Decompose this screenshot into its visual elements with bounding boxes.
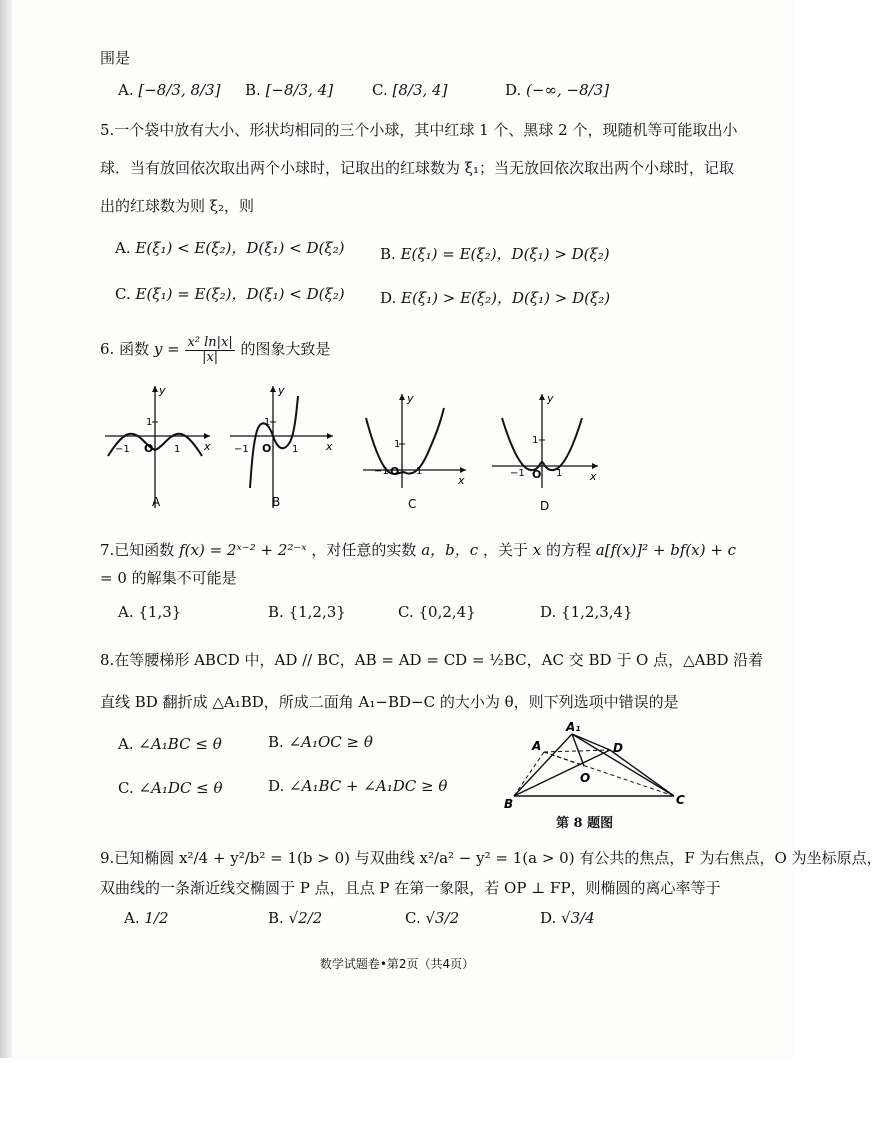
- q8-label-b: B: [504, 797, 514, 811]
- q8-line-1: 8.在等腰梯形 ABCD 中，AD // BC，AB = AD = CD = ½BC，AC 交 BD 于 O 点，△ABD 沿着: [100, 651, 764, 669]
- q8-label-a1: A₁: [566, 720, 581, 734]
- q8-label-o: O: [580, 771, 591, 785]
- page-footer: 数学试题卷•第2页（共4页）: [319, 957, 475, 971]
- q9-line-1: 9.已知椭圆 x²/4 + y²/b² = 1(b > 0) 与双曲线 x²/a² − y² = 1(a > 0) 有公共的焦点，F 为右焦点，O 为坐标原点，: [100, 849, 882, 867]
- q8-label-c: C: [676, 793, 685, 807]
- q5-option-a-text: E(ξ₁) < E(ξ₂)，D(ξ₁) < D(ξ₂): [135, 239, 345, 257]
- q9-option-d-letter: D.: [540, 909, 557, 927]
- q5-option-d: [380, 288, 610, 308]
- q5-option-c-text: E(ξ₁) = E(ξ₂)，D(ξ₁) < D(ξ₂): [135, 285, 345, 303]
- q5-option-d-text: E(ξ₁) > E(ξ₂)，D(ξ₁) > D(ξ₂): [401, 289, 611, 307]
- q6-graph-c-origin: O: [390, 465, 400, 478]
- q4-option-a-text: [−8/3, 8/3]: [138, 81, 221, 99]
- q6-graph-c-x-arrow: [460, 467, 466, 473]
- q7-option-d-letter: D.: [540, 603, 557, 621]
- q8-label-a: A: [532, 739, 542, 753]
- q6-graph-c-y-arrow: [399, 394, 405, 400]
- q6-graph-d-y-arrow: [539, 394, 545, 400]
- q4-option-a-letter: A.: [118, 81, 134, 99]
- q6-graph-a-origin: O: [144, 442, 154, 455]
- q6-graph-a-y-label: y: [159, 384, 166, 397]
- q6-graph-b-neg-one: −1: [234, 444, 249, 455]
- q5-line-1: 5.一个袋中放有大小、形状均相同的三个小球，其中红球 1 个、黑球 2 个，现随机等可能取出小: [100, 121, 738, 139]
- q6-graph-a-neg-one: −1: [115, 444, 130, 455]
- q9-option-c-text: √3/2: [425, 909, 460, 927]
- q7-line1-c: ，关于: [482, 541, 528, 559]
- q8-option-d-letter: D.: [268, 777, 285, 795]
- q9-option-b-text: √2/2: [288, 909, 323, 927]
- q6-graph-d-x-label: x: [590, 470, 597, 483]
- q8-option-d-text: ∠A₁BC + ∠A₁DC ≥ θ: [289, 777, 448, 795]
- q6-graph-b-y-label: y: [278, 384, 285, 397]
- q9-option-a: [124, 908, 169, 928]
- q7-option-a-text: {1,3}: [138, 603, 182, 621]
- q7-option-d-text: {1,2,3,4}: [561, 603, 633, 621]
- q6-graphs: [100, 378, 600, 518]
- q6-graph-a-x-arrow: [204, 433, 210, 439]
- q9-option-c: [405, 908, 459, 928]
- q6-graph-a-one-y: 1: [146, 417, 153, 428]
- q7-line1-a: 7.已知函数: [100, 541, 175, 559]
- q6-graph-d-letter: D: [540, 499, 550, 513]
- q4-option-d-letter: D.: [505, 81, 522, 99]
- q7-line-2: = 0 的解集不可能是: [100, 569, 237, 587]
- q6-graph-a: [105, 384, 211, 509]
- q9-line-2: 双曲线的一条渐近线交椭圆于 P 点，且点 P 在第一象限，若 OP ⊥ FP，则椭圆的离心率等于: [100, 879, 721, 897]
- q7-line1-b: ，对任意的实数: [311, 541, 417, 559]
- q9-option-d-text: √3/4: [561, 909, 595, 927]
- q8-figure: [500, 722, 690, 812]
- q5-option-c: [115, 284, 345, 304]
- q6-denominator: |x|: [202, 349, 219, 365]
- q6-graph-b-one: 1: [292, 444, 299, 455]
- q5-option-a-letter: A.: [115, 239, 131, 257]
- q6-graph-c-x-label: x: [458, 474, 465, 487]
- q4-option-a: [118, 80, 220, 100]
- q6-graph-a-one: 1: [174, 444, 181, 455]
- q6-graph-c-one-y: 1: [394, 439, 401, 450]
- q8-option-c: [118, 778, 223, 798]
- q9-option-c-letter: C.: [405, 909, 421, 927]
- q8-line-2: 直线 BD 翻折成 △A₁BD，所成二面角 A₁−BD−C 的大小为 θ，则下列选项中错误的是: [100, 693, 679, 711]
- q7-vars: a，b，c: [421, 541, 479, 559]
- q6-graph-d-y-label: y: [547, 392, 554, 405]
- q8-label-d: D: [613, 741, 623, 755]
- q5-option-a: [115, 238, 344, 258]
- q8-figure-caption: 第 8 题图: [556, 816, 614, 831]
- q6-stem: [100, 332, 331, 366]
- q6-graph-a-letter: A: [152, 495, 161, 509]
- q4-option-b-text: [−8/3, 4]: [265, 81, 334, 99]
- q5-option-b-text: E(ξ₁) = E(ξ₂)，D(ξ₁) > D(ξ₂): [400, 245, 610, 263]
- q8-option-a-letter: A.: [118, 735, 134, 753]
- q7-line1-d: 的方程: [545, 541, 591, 559]
- q7-option-a-letter: A.: [118, 603, 134, 621]
- q8-option-c-letter: C.: [118, 779, 134, 797]
- q7-option-c-letter: C.: [398, 603, 414, 621]
- q7-xvar: x: [532, 541, 542, 559]
- q7-option-d: [540, 602, 633, 622]
- q8-edge-dc: [610, 750, 674, 796]
- q8-option-b-letter: B.: [268, 733, 284, 751]
- q8-option-d: [268, 776, 447, 796]
- q9-option-a-letter: A.: [124, 909, 140, 927]
- q6-graph-b-origin: O: [262, 442, 272, 455]
- q6-graph-b-x-label: x: [326, 440, 333, 453]
- q6-graph-d-one-y: 1: [532, 435, 539, 446]
- q4-option-b-letter: B.: [245, 81, 261, 99]
- q5-option-c-letter: C.: [115, 285, 131, 303]
- q6-graph-c: [363, 392, 466, 511]
- q4-option-c: [372, 80, 447, 100]
- bottom-margin: [0, 1058, 794, 1124]
- q6-graph-b-one-y: 1: [264, 417, 271, 428]
- q6-graph-d-origin: O: [532, 468, 542, 481]
- q8-edge-ba1: [514, 734, 572, 796]
- q7-option-c-text: {0,2,4}: [418, 603, 476, 621]
- q6-graph-b: [230, 384, 333, 509]
- q8-option-b: [268, 732, 373, 752]
- q7-option-c: [398, 602, 476, 622]
- q4-option-d: [505, 80, 609, 100]
- q7-option-b: [268, 602, 346, 622]
- q7-func: f(x) = 2ˣ⁻² + 2²⁻ˣ: [179, 541, 307, 559]
- q6-graph-c-neg-one: −1: [374, 466, 389, 477]
- scan-edge: [0, 0, 12, 1060]
- q6-graph-a-x-label: x: [204, 440, 211, 453]
- q6-graph-b-x-arrow: [327, 433, 333, 439]
- q4-option-b: [245, 80, 333, 100]
- q8-edge-ac-dashed: [544, 752, 674, 796]
- q6-graph-c-one: 1: [416, 466, 423, 477]
- q4-tail: 围是: [100, 49, 131, 67]
- q5-option-d-letter: D.: [380, 289, 397, 307]
- q6-graph-d: [492, 392, 598, 513]
- q4-option-c-letter: C.: [372, 81, 388, 99]
- q8-edge-a1c: [572, 734, 674, 796]
- q9-option-b-letter: B.: [268, 909, 284, 927]
- q5-line-3: 出的红球数为则 ξ₂，则: [100, 197, 255, 215]
- q6-graph-c-y-label: y: [407, 392, 414, 405]
- q6-graph-c-curve: [366, 408, 444, 474]
- q8-edge-bd: [514, 750, 610, 796]
- q8-edge-ao-dashed: [544, 752, 584, 766]
- q6-graph-d-one: 1: [556, 468, 563, 479]
- q8-option-a-text: ∠A₁BC ≤ θ: [138, 735, 222, 753]
- q5-line-2: 球．当有放回依次取出两个小球时，记取出的红球数为 ξ₁；当无放回依次取出两个小球时，记取: [100, 159, 735, 177]
- q6-graph-d-neg-one: −1: [510, 468, 525, 479]
- q6-graph-b-y-arrow: [270, 386, 276, 392]
- q6-numerator: x² ln|x|: [187, 334, 233, 350]
- q6-graph-c-letter: C: [408, 497, 417, 511]
- q6-graph-b-letter: B: [272, 495, 281, 509]
- q7-option-b-text: {1,2,3}: [288, 603, 346, 621]
- q4-option-d-text: (−∞, −8/3]: [526, 81, 610, 99]
- q6-lhs: y =: [153, 340, 180, 358]
- q6-graph-d-x-arrow: [592, 463, 598, 469]
- q8-option-a: [118, 734, 222, 754]
- q4-option-c-text: [8/3, 4]: [392, 81, 448, 99]
- q9-option-b: [268, 908, 322, 928]
- q5-option-b: [380, 244, 610, 264]
- q7-equation: a[f(x)]² + bf(x) + c: [595, 541, 737, 559]
- q6-graph-a-y-arrow: [152, 386, 158, 392]
- q6-suffix: 的图象大致是: [240, 340, 331, 358]
- q7-option-a: [118, 602, 181, 622]
- q6-fraction: [185, 336, 234, 365]
- q7-line-1: [100, 540, 736, 560]
- q9-option-a-text: 1/2: [144, 909, 169, 927]
- q6-graph-b-curve: [250, 396, 298, 488]
- q8-option-b-text: ∠A₁OC ≥ θ: [288, 733, 373, 751]
- q6-prefix: 6. 函数: [100, 340, 150, 358]
- q9-option-d: [540, 908, 595, 928]
- q5-option-b-letter: B.: [380, 245, 396, 263]
- q7-option-b-letter: B.: [268, 603, 284, 621]
- q8-option-c-text: ∠A₁DC ≤ θ: [138, 779, 223, 797]
